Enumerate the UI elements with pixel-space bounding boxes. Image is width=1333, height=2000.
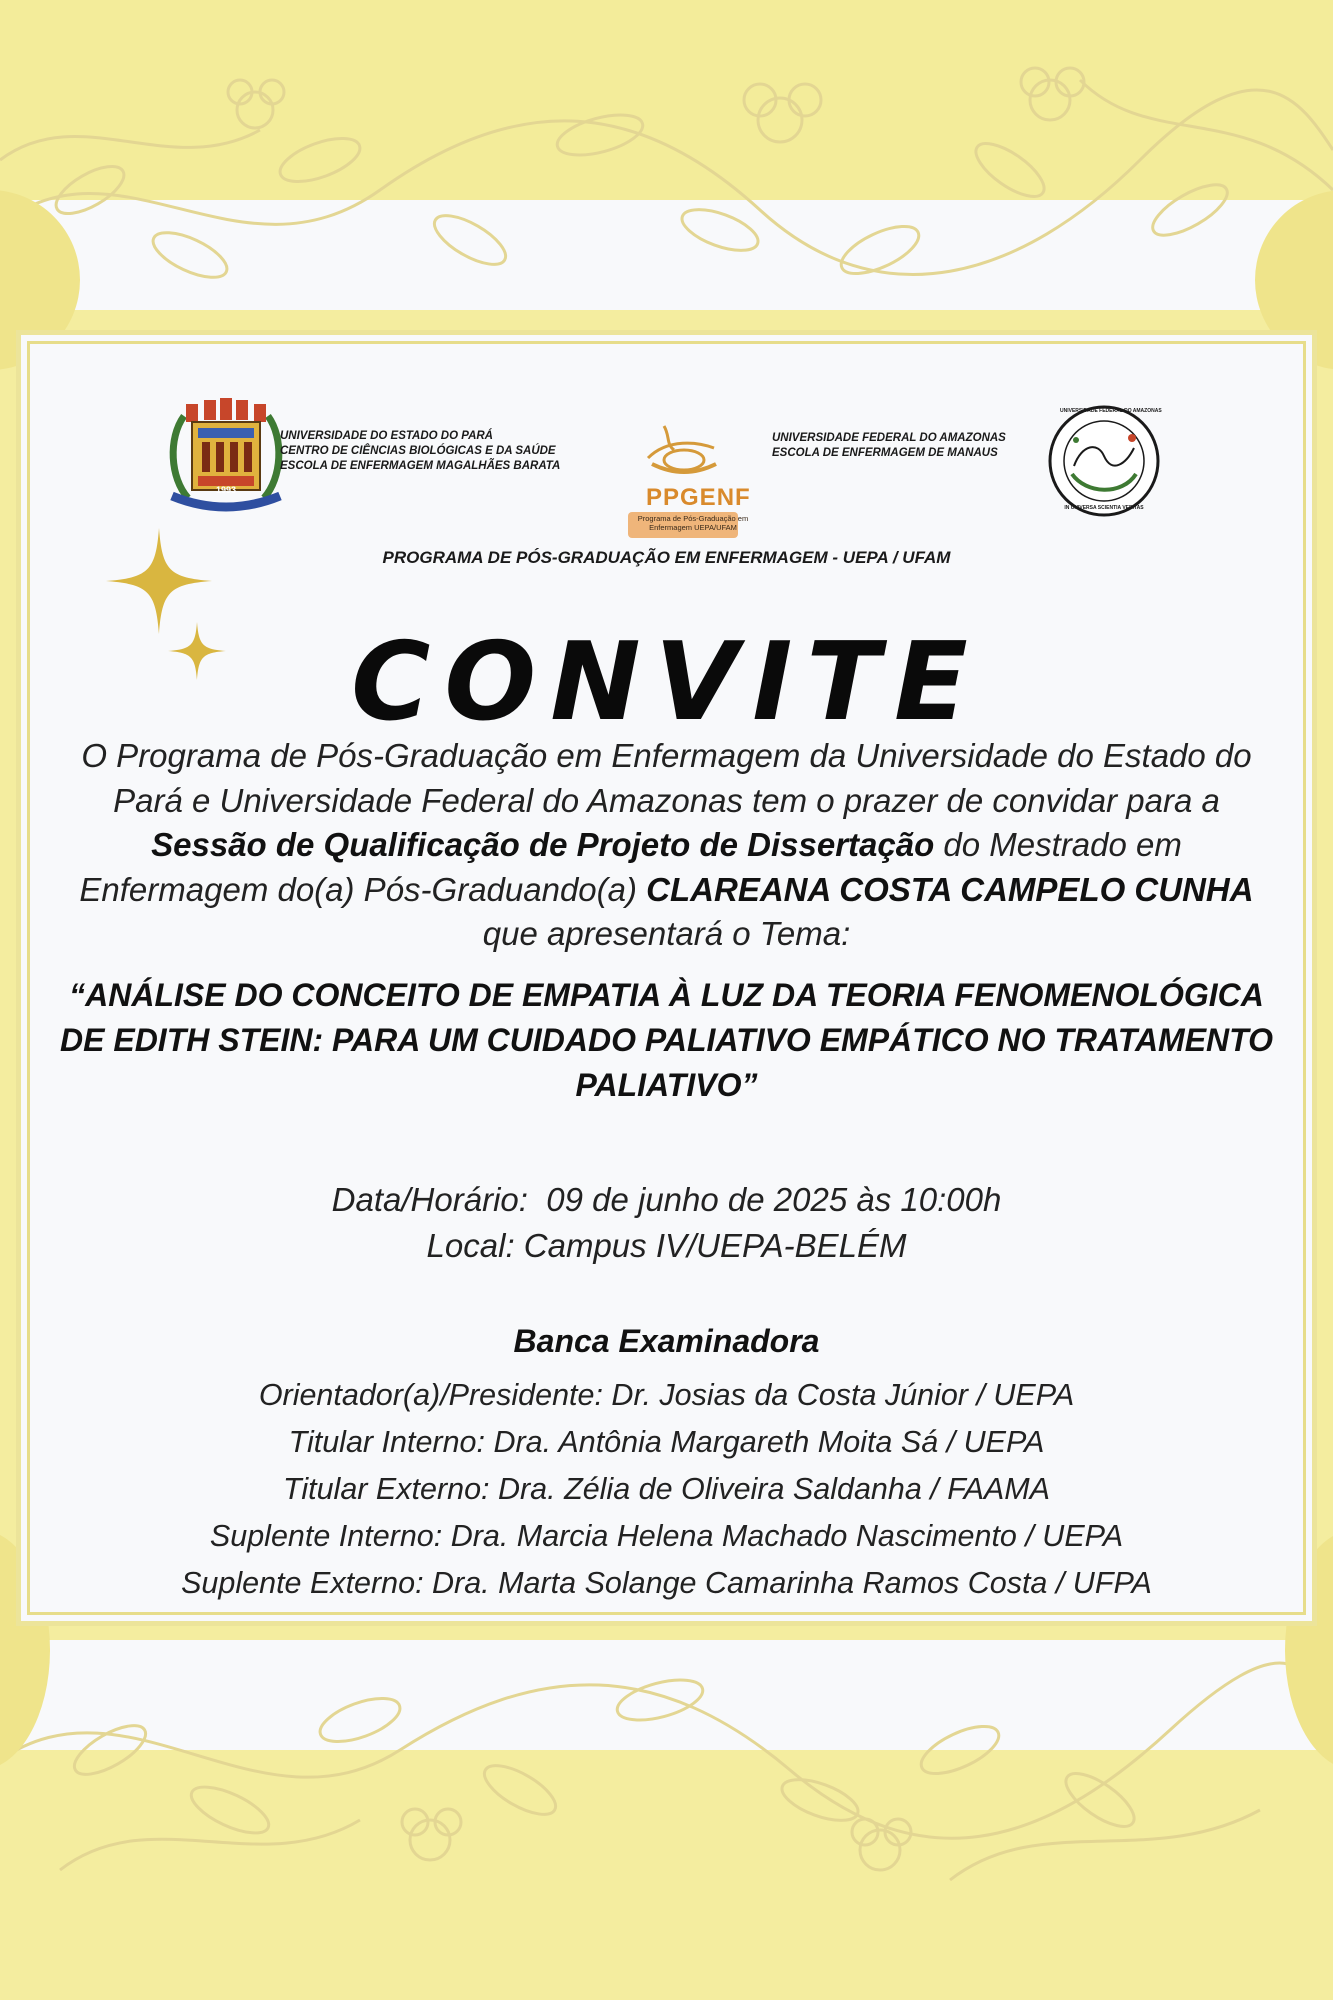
session-name: Sessão de Qualificação de Projeto de Dissertação bbox=[151, 826, 935, 863]
invitation-mid: do Mestrado em Enfermagem do(a) Pós-Graduando(a) bbox=[79, 826, 1182, 908]
banca-member: Suplente Externo: Dra. Marta Solange Camarinha Ramos Costa / UFPA bbox=[181, 1566, 1152, 1600]
floral-ornament-top bbox=[0, 40, 1333, 330]
ufam-header-text bbox=[772, 431, 1006, 461]
uepa-crest-logo bbox=[164, 398, 288, 513]
banca-member: Titular Externo: Dra. Zélia de Oliveira Saldanha / FAAMA bbox=[282, 1472, 1051, 1506]
invitation-paragraph bbox=[60, 734, 1273, 957]
program-line: PROGRAMA DE PÓS-GRADUAÇÃO EM ENFERMAGEM - UEPA / UFAM bbox=[382, 548, 951, 567]
ufam-line-1: UNIVERSIDADE FEDERAL DO AMAZONAS bbox=[772, 432, 1006, 444]
ufam-line-2: ESCOLA DE ENFERMAGEM DE MANAUS bbox=[772, 447, 998, 459]
banca-members bbox=[0, 1372, 1333, 1607]
ppgenf-logo-caption bbox=[628, 514, 758, 532]
uepa-seal-year: 1993 bbox=[215, 485, 237, 495]
student-name: CLAREANA COSTA CAMPELO CUNHA bbox=[646, 870, 1254, 908]
invitation-intro: O Programa de Pós-Graduação em Enfermagem da Universidade do Estado do Pará e Universidade Federal do Amazonas tem o prazer de convidar para a bbox=[81, 737, 1252, 819]
ufam-seal-logo bbox=[1046, 404, 1162, 518]
banca-member: Suplente Interno: Dra. Marcia Helena Machado Nascimento / UEPA bbox=[209, 1519, 1124, 1553]
banca-title: Banca Examinadora bbox=[513, 1323, 820, 1359]
ppgenf-logo-name: PPGENF bbox=[646, 484, 751, 511]
ppgenf-caption-line-2: Enfermagem UEPA/UFAM bbox=[649, 523, 737, 532]
uepa-line-3: ESCOLA DE ENFERMAGEM MAGALHÃES BARATA bbox=[280, 460, 561, 472]
page-title: CONVITE bbox=[351, 620, 982, 745]
event-datetime: Data/Horário: 09 de junho de 2025 às 10:00h bbox=[331, 1181, 1002, 1218]
event-location: Local: Campus IV/UEPA-BELÉM bbox=[426, 1227, 907, 1264]
floral-ornament-bottom bbox=[0, 1640, 1333, 1900]
event-details bbox=[0, 1177, 1333, 1269]
ufam-seal-text: UNIVERSIDADE FEDERAL DO AMAZONAS bbox=[1060, 408, 1162, 414]
uepa-header-text bbox=[280, 429, 560, 474]
invitation-outro: que apresentará o Tema: bbox=[482, 915, 851, 952]
ppgenf-caption-line-1: Programa de Pós-Graduação em bbox=[637, 514, 749, 523]
ufam-seal-motto: IN UNIVERSA SCIENTIA VERITAS bbox=[1064, 505, 1144, 511]
uepa-line-1: UNIVERSIDADE DO ESTADO DO PARÁ bbox=[280, 430, 493, 442]
dissertation-theme: “ANÁLISE DO CONCEITO DE EMPATIA À LUZ DA TEORIA FENOMENOLÓGICA DE EDITH STEIN: PARA UM CUIDADO PALIATIVO EMPÁTICO NO TRATAMENTO PALIATIVO” bbox=[60, 977, 1274, 1103]
banca-member: Orientador(a)/Presidente: Dr. Josias da Costa Júnior / UEPA bbox=[258, 1378, 1075, 1412]
uepa-line-2: CENTRO DE CIÊNCIAS BIOLÓGICAS E DA SAÚDE bbox=[280, 445, 556, 457]
banca-member: Titular Interno: Dra. Antônia Margareth Moita Sá / UEPA bbox=[288, 1425, 1045, 1459]
